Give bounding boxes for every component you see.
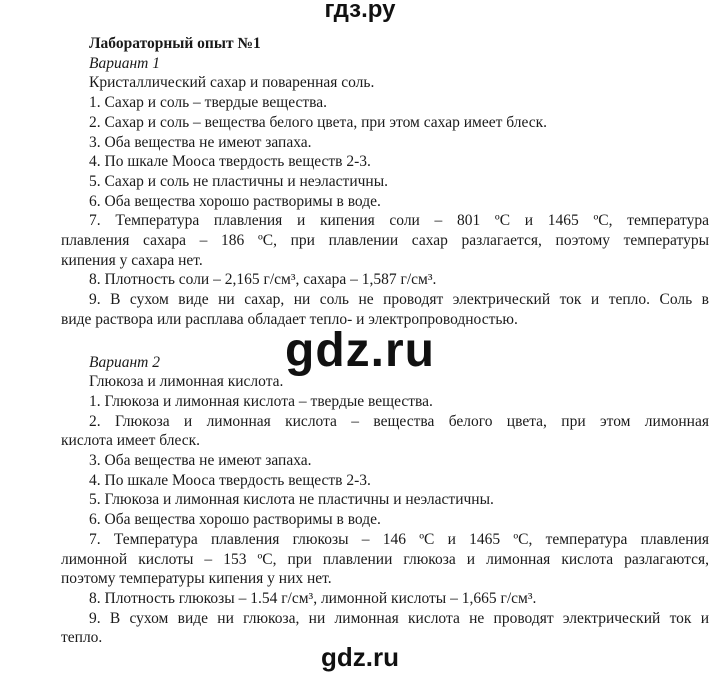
variant-2-item-9-line-1: 9. В сухом виде ни глюкоза, ни лимонная кислота не проводят электрический ток и (89, 609, 709, 627)
variant-2-item-1: 1. Глюкоза и лимонная кислота – твердые вещества. (89, 392, 433, 410)
variant-2-item-2-line-1: 2. Глюкоза и лимонная кислота – вещества белого цвета, при этом лимонная (89, 412, 709, 430)
variant-2-item-8: 8. Плотность глюкозы – 1.54 г/см³, лимонной кислоты – 1,665 г/см³. (89, 589, 537, 607)
variant-1-item-4: 4. По шкале Мооса твердость веществ 2-3. (89, 153, 371, 171)
variant-1-intro: Кристаллический сахар и поваренная соль. (89, 74, 375, 92)
variant-1-item-2: 2. Сахар и соль – вещества белого цвета, при этом сахар имеет блеск. (89, 113, 548, 131)
variant-1-item-7-line-1: 7. Температура плавления и кипения соли – 801 ºС и 1465 ºС, температура (89, 212, 709, 230)
variant-2-item-9-line-2: тепло. (61, 629, 103, 647)
variant-2-item-2-line-2: кислота имеет блеск. (61, 432, 201, 450)
variant-2-item-7-line-3: поэтому температуры кипения у них нет. (61, 570, 332, 588)
variant-1-item-7-line-2: плавления сахара – 186 ºС, при плавлении сахар разлагается, поэтому температуры (61, 232, 709, 250)
variant-1-item-6: 6. Оба вещества хорошо растворимы в воде. (89, 192, 381, 210)
variant-1-item-8: 8. Плотность соли – 2,165 г/см³, сахара – 1,587 г/см³. (89, 271, 437, 289)
variant-1-heading: Вариант 1 (89, 54, 160, 72)
variant-2-item-6: 6. Оба вещества хорошо растворимы в воде. (89, 511, 381, 529)
variant-1-item-9-line-2: виде раствора или расплава обладает тепло- и электропроводностью. (61, 310, 518, 328)
variant-2-heading: Вариант 2 (89, 353, 160, 371)
variant-2-item-4: 4. По шкале Мооса твердость веществ 2-3. (89, 471, 371, 489)
watermark-middle: gdz.ru (285, 324, 435, 377)
variant-2-item-7-line-2: лимонной кислоты – 153 ºС, при плавлении глюкоза и лимонная кислота разлагаются, (61, 550, 709, 568)
watermark-top: гдз.ру (324, 0, 396, 23)
variant-1-item-1: 1. Сахар и соль – твердые вещества. (89, 94, 327, 112)
variant-1-item-9-line-1: 9. В сухом виде ни сахар, ни соль не проводят электрический ток и тепло. Соль в (89, 291, 709, 309)
variant-1-item-7-line-3: кипения у сахара нет. (61, 251, 203, 269)
variant-2-item-7-line-1: 7. Температура плавления глюкозы – 146 ºС и 1465 ºС, температура плавления (89, 530, 709, 548)
watermark-bottom: gdz.ru (321, 642, 399, 672)
variant-2-intro: Глюкоза и лимонная кислота. (89, 373, 284, 391)
variant-2-item-3: 3. Оба вещества не имеют запаха. (89, 452, 312, 470)
document-title: Лабораторный опыт №1 (89, 35, 261, 52)
variant-2-item-5: 5. Глюкоза и лимонная кислота не пластичны и неэластичны. (89, 491, 494, 509)
variant-1-item-3: 3. Оба вещества не имеют запаха. (89, 133, 312, 151)
variant-1-item-5: 5. Сахар и соль не пластичны и неэластичны. (89, 172, 388, 190)
